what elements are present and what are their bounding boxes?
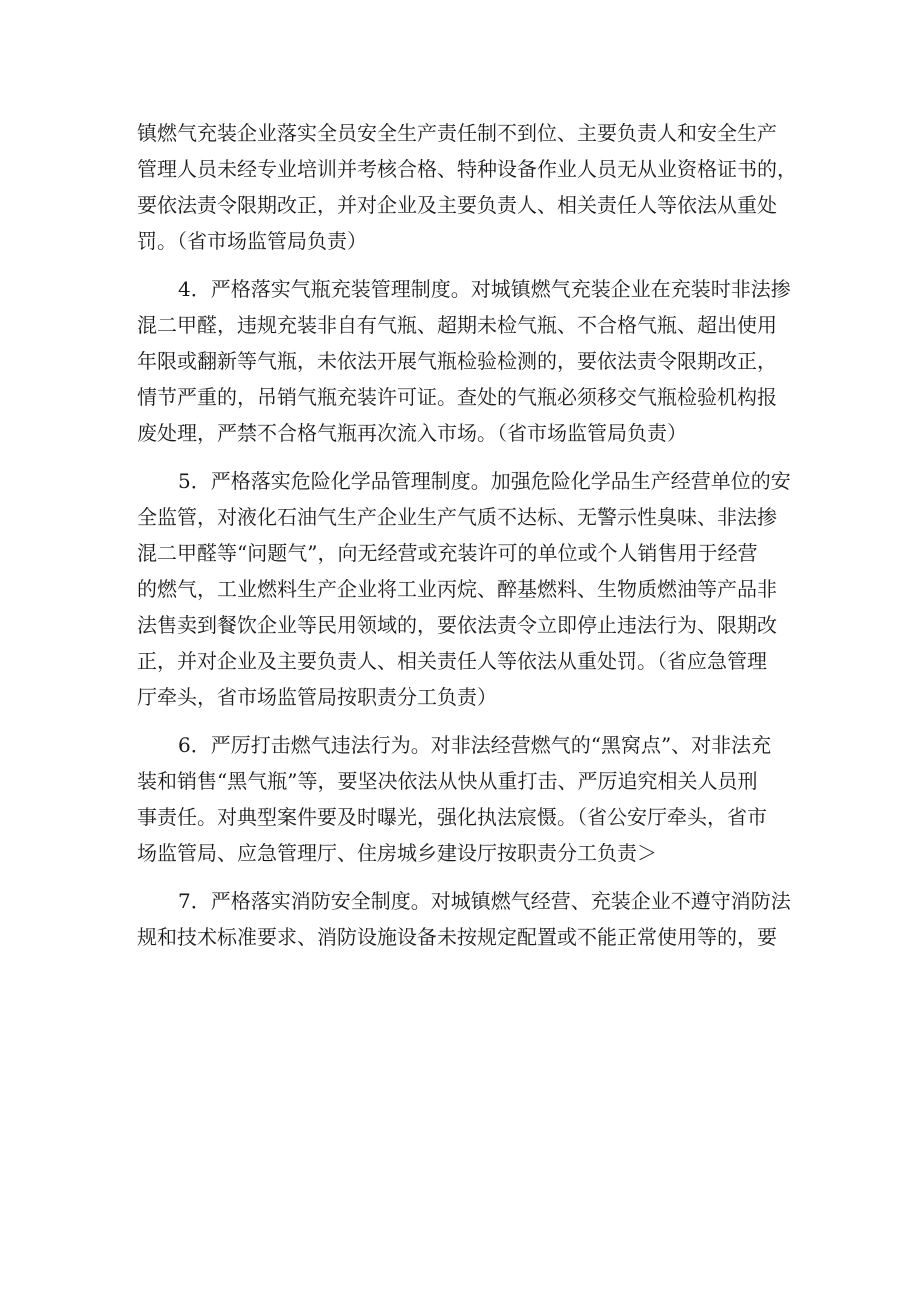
text-line: 全监管，对液化石油气生产企业生产气质不达标、无警示性臭味、非法掺: [137, 505, 777, 529]
paragraph-continuation: [137, 115, 797, 259]
document-body: [137, 115, 797, 967]
text-line: 正，并对企业及主要负责人、相关责任人等依法从重处罚。（省应急管理: [137, 649, 767, 673]
text-line: 镇燃气充装企业落实全员安全生产责任制不到位、主要负责人和安全生产: [137, 121, 777, 145]
paragraph-item-4: [137, 271, 797, 451]
text-line: 年限或翻新等气瓶，未依法开展气瓶检验检测的，要依法责令限期改正，: [137, 349, 777, 373]
text-line: 罚。（省市场监管局负责）: [137, 229, 367, 253]
text-line: 混二甲醛，违规充装非自有气瓶、超期未检气瓶、不合格气瓶、超出使用: [137, 313, 777, 337]
paragraph-item-7: [137, 883, 797, 955]
text-line: 法售卖到餐饮企业等民用领域的，要依法责令立即停止违法行为、限期改: [137, 613, 777, 637]
text-line: 场监管局、应急管理厅、住房城乡建设厅按职责分工负责＞: [137, 841, 657, 865]
text-line: 厅牵头，省市场监管局按职责分工负责）: [137, 685, 497, 709]
text-line: 的燃气，工业燃料生产企业将工业丙烷、醉基燃料、生物质燃油等产品非: [137, 577, 777, 601]
paragraph-item-6: [137, 727, 797, 871]
text-line: 要依法责令限期改正，并对企业及主要负责人、相关责任人等依法从重处: [137, 193, 777, 217]
text-line: 装和销售“黑气瓶”等，要坚决依法从快从重打击、严厉追究相关人员刑: [137, 769, 758, 793]
text-line: 规和技术标准要求、消防设施设备未按规定配置或不能正常使用等的，要: [137, 925, 777, 949]
paragraph-item-5: [137, 463, 797, 715]
text-line-first: 5．严格落实危险化学品管理制度。加强危险化学品生产经营单位的安: [178, 469, 791, 493]
text-line: 混二甲醛等“问题气”，向无经营或充装许可的单位或个人销售用于经营: [137, 541, 758, 565]
text-line: 管理人员未经专业培训并考核合格、特种设备作业人员无从业资格证书的，: [137, 157, 797, 181]
text-line: 事责任。对典型案件要及时曝光，强化执法宸慑。（省公安厅牵头，省市: [137, 805, 767, 829]
text-line-first: 7．严格落实消防安全制度。对城镇燃气经营、充装企业不遵守消防法: [178, 889, 791, 913]
text-line: 情节严重的，吊销气瓶充装许可证。查处的气瓶必须移交气瓶检验机构报: [137, 385, 777, 409]
text-line-first: 6．严厉打击燃气违法行为。对非法经营燃气的“黑窝点”、对非法充: [178, 733, 772, 757]
text-line: 废处理，严禁不合格气瓶再次流入市场。（省市场监管局负责）: [137, 421, 687, 445]
text-line-first: 4．严格落实气瓶充装管理制度。对城镇燃气充装企业在充装时非法掺: [178, 277, 791, 301]
